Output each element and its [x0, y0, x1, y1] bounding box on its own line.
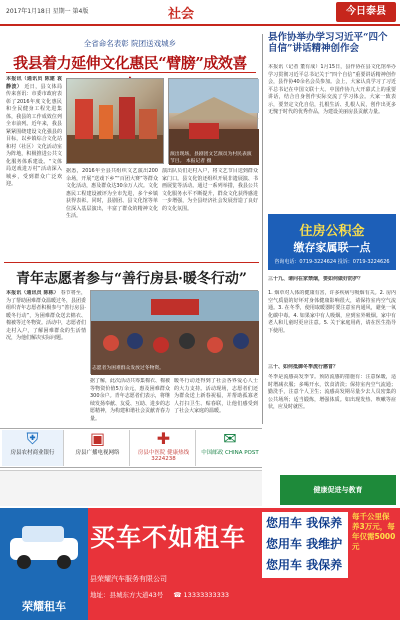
right-headline: 县作协举办学习习近平“四个自信”讲话精神创作会: [268, 32, 388, 54]
divider: [4, 262, 259, 263]
main-byline: 本报讯（通讯员 陈建 袁静波）: [6, 76, 62, 90]
second-headline: 青年志愿者参与“善行房县·暖冬行动”: [16, 271, 247, 287]
service-3: 您用车 我保养: [266, 558, 343, 572]
car-brand: 荣耀租车: [22, 600, 66, 613]
second-col-1: 本报讯（通讯员 陈栋） 春节将至，为了帮助困难群众温暖过冬，县团委组织青年志愿者积极参与“善行房县·暖冬行动”，为困难群众送去棉衣、棉被等过冬物资。活动中，志愿者们走村入户，了解困难群众的生活情况，为他们解决实际问题。: [6, 290, 86, 341]
qa-body-2: 冬季是流感高发季节。预防流感的措施有：注意保暖，适时增减衣服；多喝开水，饮食清淡；保持室内空气流通；勤洗手，注意个人卫生；流感高发期尽量少去人员密集的公共场所；适当锻炼，增强体质。如出现发热、咳嗽等症状，应及时就医。: [268, 374, 396, 410]
cross-icon: ✚: [156, 429, 171, 448]
car-company: 县荣耀汽车服务有限公司: [90, 575, 167, 583]
qa-body: 1. 烟草对人体的健康有害，许多疾病与吸烟有关。2. 房内空气质量的好坏对身体健康影响很大，请保持室内空气流通。3. 在冬季，使用取暖器时要注意室内通风，避免一氧化碳中毒。4. 如果家中有人吸烟，应到室外吸烟。家中有老人和儿童时更应注意。5. 关于家庭用药，请在医生指导下使用。: [268, 290, 396, 334]
service-1: 您用车 我保养: [266, 516, 343, 530]
promo-line-3: 咨询电话：0719-3224624 投诉：0719-3224626: [274, 259, 390, 265]
tv-icon: ▣: [89, 429, 106, 448]
second-col-2: 据了解，此次活动共筹集棉衣、棉被等物资价值5万余元，惠及困难群众300余户。青年志愿者们表示，将继续发扬奉献、友爱、互助、进步的志愿精神，为构建和谐社会贡献青春力量。: [90, 378, 170, 422]
right-body: 本报讯（记者 董有成）1月15日，县作协在县文化馆举办学习贯彻习近平总书记关于“四个自信”重要讲话精神创作会，县作协40余名会员参加。会上，大家认真学习了习近平总书记在中国文联十大、中国作协九大开幕式上的重要讲话，结合自身创作实际交流了学习体会。大家一致表示，要坚定文化自信，扎根生活、扎根人民，创作出更多无愧于时代的优秀作品，为建设美丽房县贡献力量。: [268, 64, 396, 115]
ad-tv[interactable]: ▣ 房县广播电视网络: [66, 430, 130, 466]
volunteers-photo-icon: [91, 291, 259, 375]
main-col-1: 本报讯（通讯员 陈建 袁静波） 近日，县文体局传来喜讯：市委市政府表彰了2016年度文化惠民和全民健身工程先进集体，我县的工作成效位列全市前列。近年来，我县紧紧围绕建设文化强县的目标，以乡镇综合文化站和村（社区）文化活动室为阵地，积极推进公共文化服务体系建设。“文体局送戏进万村”活动深入城乡，受到群众广泛欢迎。: [6, 76, 62, 187]
second-col-3: 暖冬行动还得到了社会各界爱心人士的大力支持。活动现场，志愿者们还为群众送上新春祝福，并帮助孤寡老人打扫卫生、贴春联，让他们感受到了社会大家庭的温暖。: [174, 378, 258, 414]
health-banner: 健康促进与教育: [280, 475, 396, 505]
divider: [6, 72, 256, 73]
bank-icon: ⛨: [26, 429, 39, 448]
performance-photo-icon: [67, 79, 164, 164]
main-col-3: 演出队员们走村入户，将文艺节目送到群众家门口。县文化馆还组织开展非遗展演、书画展览等活动。通过一系列举措，我县公共文化服务水平不断提升，群众文化获得感进一步增强，为全县经济社会发展营造了良好的文化氛围。: [162, 168, 258, 212]
main-col-2: 据悉，2016年全县共组织文艺演出200余场，开展“送戏下乡”“百团大赛”等群众文化活动，惠及群众达30余万人次。文化惠民工程建设被评为全市先进，多个乡镇获得表彰。同时，县剧团、县文化馆等单位深入基层演出，丰富了群众的精神文化生活。: [66, 168, 158, 219]
post-icon: ✉: [223, 429, 237, 448]
second-photo-caption: 志愿者为困难群众发放过冬物资。: [92, 366, 164, 371]
car-promo: 每千公里保养3万元，每年仅需5000元: [352, 512, 396, 551]
date-line: 2017年1月18日 星期一 第4版: [6, 8, 89, 15]
promo-line-2: 缴存家属联一点: [293, 241, 371, 254]
car-icon: [0, 508, 88, 588]
qa-question-2: 三十、如何抵御冬季流行感冒？: [268, 364, 339, 370]
car-big-text: 买车不如租车: [90, 523, 247, 552]
blank-band: [0, 470, 262, 506]
second-byline: 本报讯（通讯员 陈栋）: [6, 290, 59, 296]
column-divider: [262, 34, 263, 424]
ad-post[interactable]: ✉ 中国邮政 CHINA POST: [198, 430, 262, 466]
newspaper-logo: 今日泰县: [336, 2, 396, 22]
section-title: 社会: [168, 7, 195, 22]
car-contact: 地址：县城东方大道43号 ☎ 13333333333: [90, 591, 230, 599]
ad-hospital[interactable]: ✚ 房县中医院 健康热线 3224238: [132, 430, 196, 466]
phone-icon: ☎: [173, 591, 182, 599]
ad-bank[interactable]: ⛨ 房县农村商业银行: [2, 430, 64, 466]
service-panel: [262, 512, 348, 578]
photo-caption: 演出现场，县剧团文艺演员为村民表演节目。 本报记者 摄: [170, 152, 252, 164]
main-headline: 我县着力延伸文化惠民“臂膀”成效喜: [13, 54, 247, 72]
main-kicker: 全省命名表彰 院团送戏城乡: [83, 39, 177, 48]
car-ad-brand-panel: [0, 508, 88, 620]
promo-line-1: 住房公积金: [299, 224, 365, 239]
promo-box: [268, 214, 396, 270]
service-2: 您用车 我维护: [266, 537, 343, 551]
main-photo-left: [66, 78, 164, 164]
qa-intro: 三十九、请问在家禁烟，要如何做好防护？: [268, 276, 364, 282]
second-photo: [90, 290, 258, 374]
